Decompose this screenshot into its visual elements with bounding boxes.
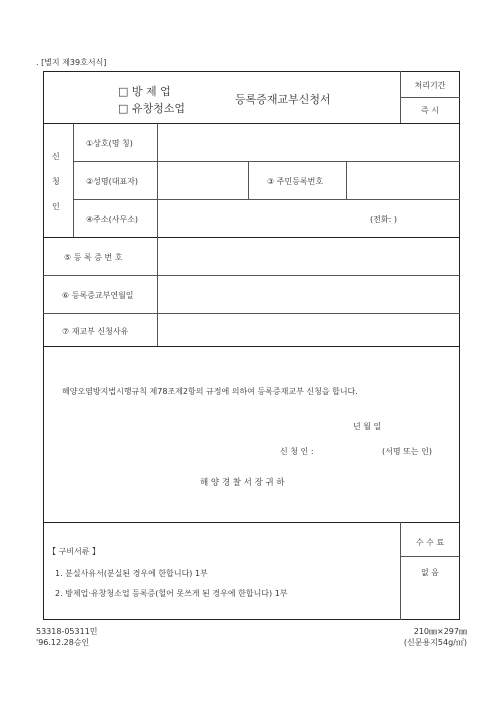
processing-period-label: 처리기간 — [414, 81, 446, 90]
reissue-reason-field[interactable] — [158, 314, 459, 345]
name-label: ②성명(대표자) — [86, 177, 139, 186]
paper-size: 210㎜×297㎜ — [413, 627, 467, 636]
registration-date-label: ⑥ 등록증교부연월일 — [62, 291, 134, 300]
fee-divider — [400, 556, 460, 557]
applicant-side-label-2: 청 — [52, 177, 60, 186]
form-number: . [별지 제39호서식] — [36, 58, 107, 67]
name-field[interactable] — [158, 162, 247, 198]
registration-number-label: ⑤ 등 록 증 번 호 — [64, 253, 123, 262]
applicant-side-label-1: 신 — [52, 152, 60, 161]
signature-field[interactable] — [325, 442, 375, 456]
resident-number-field[interactable] — [347, 162, 459, 198]
fee-label: 수 수 료 — [415, 538, 445, 547]
type-option-cleaning[interactable]: □ 유창청소업 — [118, 102, 186, 115]
document-item-1: 1. 분실사유서(분실된 경우에 한합니다) 1부 — [55, 569, 208, 578]
applicant-signature-label: 신 청 인 : — [280, 447, 314, 456]
documents-heading: 【 구비서류 】 — [48, 547, 100, 556]
side-label-line — [73, 123, 74, 237]
phone-label: (전화: ) — [370, 215, 397, 224]
name-split-line — [248, 161, 249, 199]
processing-divider — [400, 97, 460, 98]
address-field[interactable] — [158, 200, 348, 236]
registration-number-field[interactable] — [158, 238, 459, 274]
trade-name-field[interactable] — [158, 124, 459, 160]
form-title: 등록증재교부신청서 — [235, 93, 331, 106]
type-option-business[interactable]: □ 방 제 업 — [118, 85, 171, 98]
statement-text: 해양오염방지법시행규칙 제78조제2항의 규정에 의하여 등록증재교부 신청을 합니다. — [62, 387, 358, 396]
registration-date-field[interactable] — [158, 276, 459, 312]
processing-period-value: 즉 시 — [421, 106, 439, 115]
paper-type: (신문용지54g/㎡) — [403, 638, 467, 647]
form-code: 53318-05311민 — [36, 627, 98, 636]
statement-divider-bottom — [43, 522, 460, 523]
fee-value: 없 음 — [421, 568, 439, 577]
date-line[interactable]: 년 월 일 — [353, 422, 382, 431]
signature-note: (서명 또는 인) — [382, 447, 432, 456]
applicant-side-label-3: 인 — [52, 202, 60, 211]
addressee: 해 양 경 찰 서 장 귀 하 — [200, 478, 285, 488]
trade-name-label: ①상호(명 칭) — [86, 139, 133, 148]
address-label: ④주소(사무소) — [86, 215, 139, 224]
document-item-2: 2. 방제업·유창청소업 등록증(헐어 못쓰게 된 경우에 한합니다) 1부 — [55, 589, 288, 598]
statement-divider-top — [43, 346, 460, 347]
resident-number-label: ③ 주민등록번호 — [267, 177, 324, 186]
approval-date: '96.12.28승인 — [36, 638, 90, 647]
reissue-reason-label: ⑦ 재교부 신청사유 — [62, 327, 129, 336]
